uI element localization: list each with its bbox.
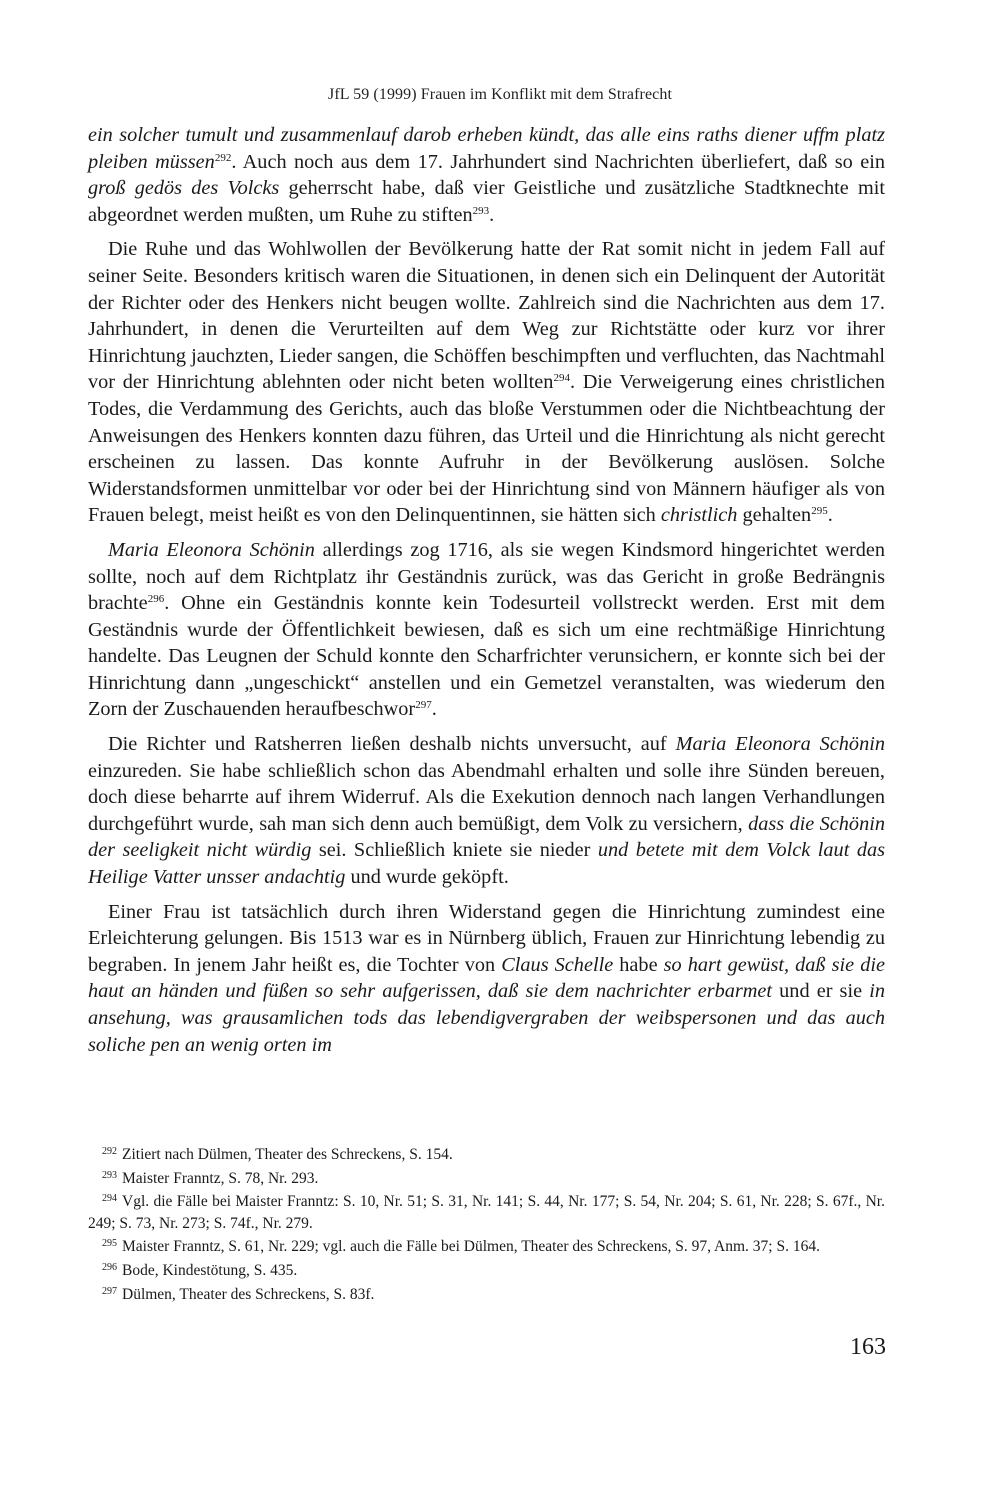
italic-text: groß gedös des Volcks — [88, 177, 280, 200]
text-run: . — [489, 203, 495, 226]
italic-text: und betete mit dem Volck laut das Heilige Vatter unsser andachtig — [88, 839, 885, 889]
footnote-ref: 296 — [147, 593, 165, 606]
footnote-text: Vgl. die Fälle bei Maister Franntz: S. 10, Nr. 51; S. 31, Nr. 141; S. 44, Nr. 177; S. 54, Nr. 204; S. 61, Nr. 228; S. 67f., Nr. 249; S. 73, Nr. 273; S. 74f., Nr. 279. — [88, 1193, 885, 1232]
paragraph — [88, 236, 885, 529]
footnote-number: 296 — [102, 1261, 117, 1273]
paragraph — [88, 122, 885, 228]
text-run: . Ohne ein Geständnis konnte kein Todesurteil vollstreckt werden. Erst mit dem Geständnis wurde der Öffentlichkeit bewiesen, daß es sich um eine rechtmäßige Hinrichtung handelte. Das Leugnen der Schuld konnte den Scharfrichter verunsichern, er konnte sich bei der Hinrichtung dann „ungeschickt“ anstellen und ein Gemetzel veranstalten, was wiederum den Zorn der Zuschauenden heraufbeschwor — [88, 592, 885, 721]
italic-text: Claus Schelle — [501, 953, 614, 976]
running-head: JfL 59 (1999) Frauen im Konflikt mit dem Strafrecht — [328, 86, 672, 103]
footnote-number: 295 — [102, 1238, 117, 1250]
footnote-ref: 295 — [811, 505, 828, 518]
footnote-ref: 297 — [415, 699, 432, 712]
text-run: . — [827, 504, 833, 527]
text-run: Die Richter und Ratsherren ließen deshalb nichts unversucht, auf — [108, 733, 676, 756]
text-run: geherrscht habe, daß vier Geistliche und zusätzliche Stadtknechte mit abgeordnet werden mußten, um Ruhe zu stiften — [88, 177, 886, 226]
footnote-ref: 293 — [472, 204, 490, 217]
footnote — [88, 1236, 885, 1258]
text-run: . Die Verweigerung eines christlichen Todes, die Verdammung des Gerichts, auch das bloße Verstummen oder die Nichtbeachtung der Anweisungen des Henkers konnten dazu führen, das Urteil und die Hinrichtung als nicht gerecht erscheinen zu lassen. Das konnte Aufruhr in der Bevölkerung auslösen. Solche Widerstandsformen unmittelbar vor oder bei der Hinrichtung sind von Männern häufiger als von Frauen belegt, meist heißt es von den Delinquentinnen, sie hätten sich — [88, 371, 885, 527]
text-run: habe — [613, 953, 664, 976]
footnote — [88, 1260, 885, 1282]
text-run: einzureden. Sie habe schließlich schon das Abendmahl erhalten und solle ihre Sünden bereuen, doch diese beharrte auf ihrem Widerruf. Als die Exekution dennoch nach langen Verhandlungen durchgeführt wurde, sah man sich denn auch bemüßigt, dem Volk zu versichern, — [88, 759, 885, 835]
footnote — [88, 1284, 885, 1306]
text-run: gehalten — [737, 504, 812, 527]
body-text — [88, 122, 885, 1066]
text-run: und wurde geköpft. — [345, 866, 509, 889]
footnote-text: Bode, Kindestötung, S. 435. — [122, 1261, 298, 1279]
italic-text: Maria Eleonora Schönin — [675, 733, 885, 756]
text-run: Die Ruhe und das Wohlwollen der Bevölkerung hatte der Rat somit nicht in jedem Fall auf seiner Seite. Besonders kritisch waren die Situationen, in denen sich ein Delinquent der Autorität der Richter oder des Henkers nicht beugen wollte. Zahlreich sind die Nachrichten aus dem 17. Jahrhundert, in denen die Verurteilten auf dem Weg zur Richtstätte oder kurz vor ihrer Hinrichtung jauchzten, Lieder sangen, die Schöffen beschimpften und verfluchten, das Nachtmahl vor der Hinrichtung ablehnten oder nicht beten wollten — [88, 238, 885, 394]
italic-text: in ansehung, was grausamlichen tods das lebendigvergraben der weibspersonen und das auch soliche pen an wenig orten im — [88, 980, 885, 1056]
footnote-text: Maister Franntz, S. 61, Nr. 229; vgl. auch die Fälle bei Dülmen, Theater des Schreckens, S. 97, Anm. 37; S. 164. — [122, 1238, 820, 1256]
text-run: . Auch noch aus dem 17. Jahrhundert sind Nachrichten überliefert, daß so ein — [231, 150, 885, 173]
italic-text: so hart gewüst, daß sie die haut an händen und füßen so sehr aufgerissen, daß sie dem nachrichter erbarmet — [88, 953, 885, 1003]
footnote — [88, 1191, 885, 1234]
text-run: allerdings zog 1716, als sie wegen Kindsmord hingerichtet werden sollte, noch auf dem Richtplatz ihr Geständnis zurück, was das Gericht in große Bedrängnis brachte — [88, 538, 885, 615]
footnote-text: Maister Franntz, S. 78, Nr. 293. — [122, 1169, 319, 1187]
text-run: sei. Schließlich kniete sie nieder — [311, 839, 598, 862]
text-run: und er sie — [772, 980, 870, 1003]
footnotes — [88, 1144, 885, 1307]
footnote-text: Dülmen, Theater des Schreckens, S. 83f. — [122, 1285, 375, 1303]
footnote-text: Zitiert nach Dülmen, Theater des Schreckens, S. 154. — [122, 1146, 453, 1163]
footnote-ref: 292 — [214, 151, 232, 164]
italic-text: dass die Schönin der seeligkeit nicht würdig — [88, 812, 885, 862]
italic-text: ein solcher tumult und zusammenlauf darob erheben kündt, das alle eins raths diener uffm platz pleiben müssen — [88, 124, 885, 173]
italic-text: christlich — [660, 504, 738, 527]
page-number: 163 — [850, 1334, 886, 1360]
footnote-number: 293 — [102, 1169, 117, 1181]
text-run: Einer Frau ist tatsächlich durch ihren Widerstand gegen die Hinrichtung zumindest eine Erleichterung gelungen. Bis 1513 war es in Nürnberg üblich, Frauen zur Hinrichtung lebendig zu begraben. In jenem Jahr heißt es, die Tochter von — [88, 900, 885, 976]
paragraph — [88, 537, 885, 723]
footnote-number: 297 — [102, 1285, 117, 1297]
footnote-number: 292 — [102, 1146, 117, 1157]
footnote — [88, 1144, 885, 1166]
paragraph — [88, 899, 885, 1059]
footnote-number: 294 — [102, 1193, 117, 1205]
footnote-ref: 294 — [553, 372, 570, 385]
paragraph — [88, 731, 885, 891]
italic-text: Maria Eleonora Schönin — [108, 538, 315, 561]
text-run: . — [431, 698, 437, 721]
footnote — [88, 1168, 885, 1190]
